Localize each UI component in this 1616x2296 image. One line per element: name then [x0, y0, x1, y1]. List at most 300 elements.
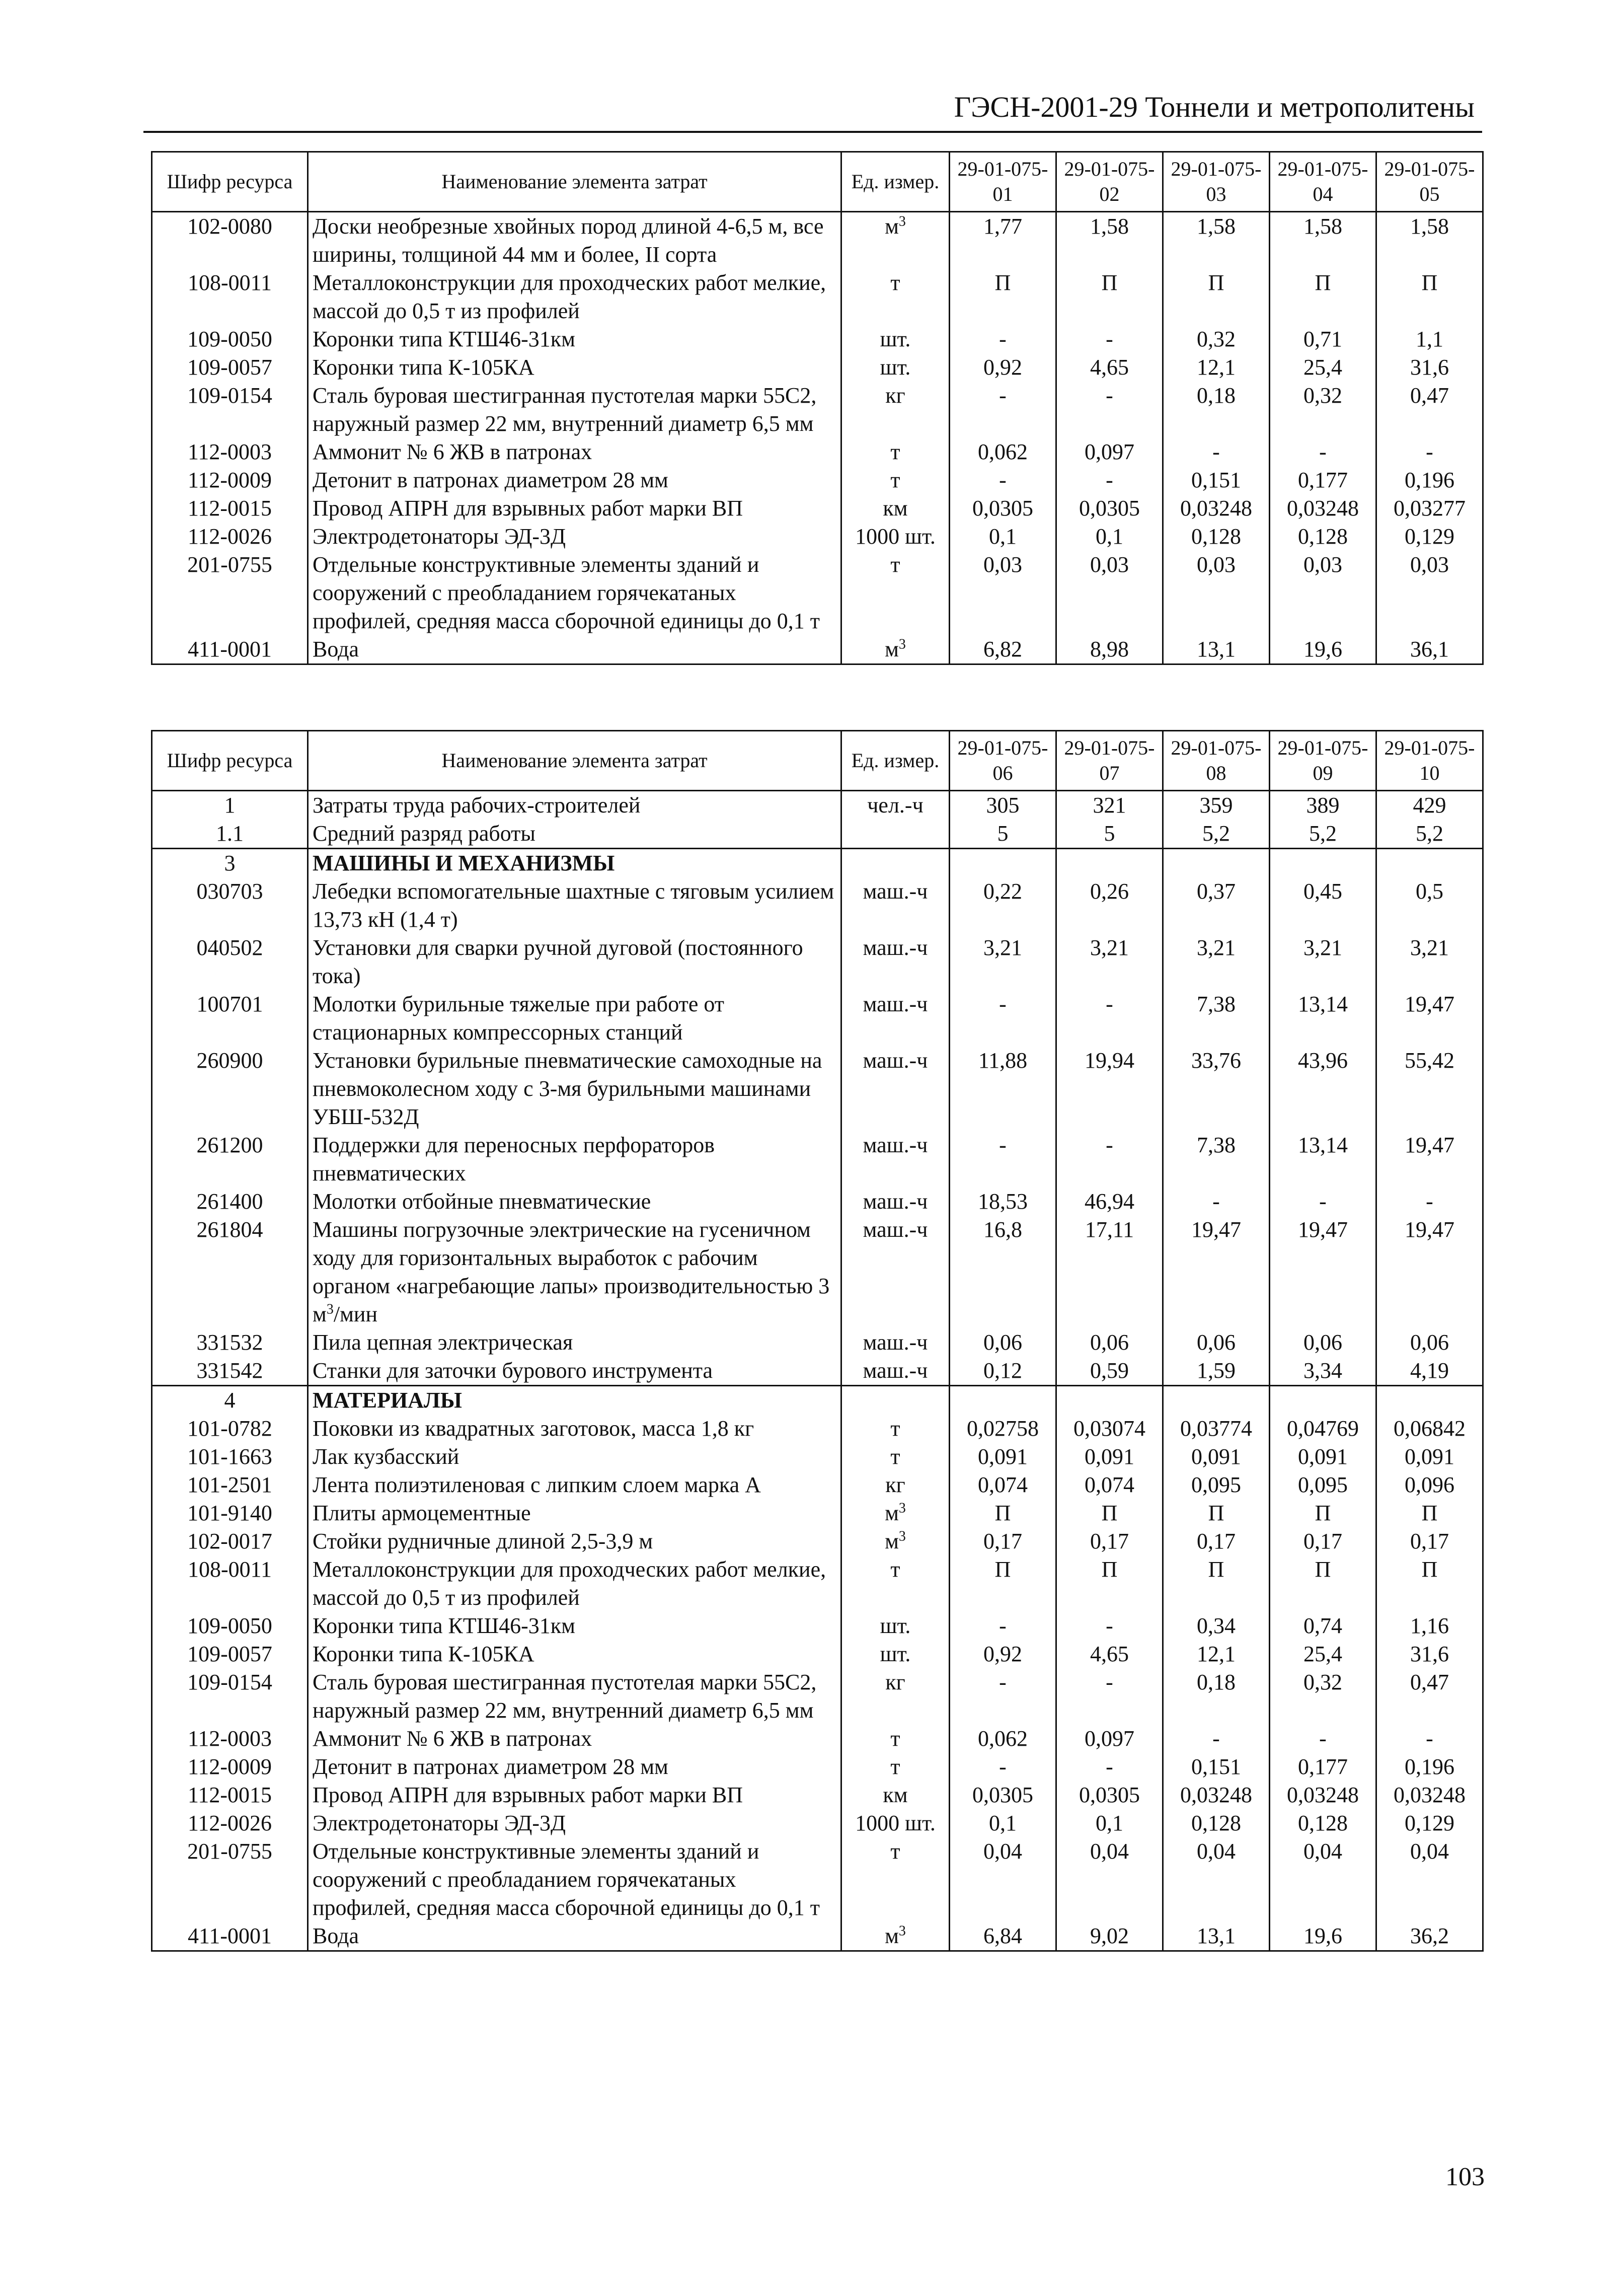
table-row — [152, 1809, 1483, 1837]
norm-value-cell: 3,21 — [1056, 934, 1163, 990]
norm-value-cell: 0,1 — [950, 523, 1056, 551]
norm-value-cell: 0,34 — [1163, 1612, 1270, 1640]
norm-value-cell: 3,21 — [1270, 934, 1376, 990]
norm-value-cell: 0,06 — [1270, 1328, 1376, 1357]
norm-value-cell — [950, 1386, 1056, 1415]
unit-cell: $м^3$ — [841, 1499, 950, 1527]
resource-code-cell: 030703 — [152, 877, 308, 934]
unit-cell: кг — [841, 1471, 950, 1499]
table-header-row — [152, 731, 1483, 791]
norm-value-cell: 11,88 — [950, 1047, 1056, 1131]
resource-code-cell: 101-9140 — [152, 1499, 308, 1527]
table-row — [152, 1640, 1483, 1668]
norm-value-cell: - — [1056, 382, 1163, 438]
norm-value-cell: 33,76 — [1163, 1047, 1270, 1131]
table-row — [152, 1612, 1483, 1640]
resource-name-cell: Коронки типа К-105КА — [308, 353, 841, 382]
norm-value-cell: 0,04769 — [1270, 1415, 1376, 1443]
norm-value-cell: 0,03 — [1056, 551, 1163, 635]
norm-value-cell: 0,0305 — [950, 1781, 1056, 1809]
resource-code-cell: 101-1663 — [152, 1443, 308, 1471]
norm-value-cell: 19,47 — [1163, 1216, 1270, 1328]
norm-value-cell: 389 — [1270, 791, 1376, 820]
table-row — [152, 1753, 1483, 1781]
resource-code-cell: 112-0015 — [152, 1781, 308, 1809]
unit-cell: 1000 шт. — [841, 1809, 950, 1837]
unit-cell: шт. — [841, 1612, 950, 1640]
resource-code-cell: 4 — [152, 1386, 308, 1415]
norm-value-cell: 6,82 — [950, 635, 1056, 664]
norm-value-cell: 305 — [950, 791, 1056, 820]
norm-value-cell — [950, 849, 1056, 878]
resource-name-cell: Вода — [308, 635, 841, 664]
resource-name-cell: Стойки рудничные длиной 2,5-3,9 м — [308, 1527, 841, 1556]
resource-code-cell: 101-2501 — [152, 1471, 308, 1499]
table-row — [152, 1328, 1483, 1357]
norm-value-cell: 359 — [1163, 791, 1270, 820]
unit-cell: т — [841, 1725, 950, 1753]
table-row — [152, 1443, 1483, 1471]
norm-value-cell: 18,53 — [950, 1188, 1056, 1216]
resource-code-cell: 260900 — [152, 1047, 308, 1131]
document-header-title: ГЭСН-2001-29 Тоннели и метрополитены — [954, 91, 1475, 123]
norm-value-cell: - — [1056, 1668, 1163, 1725]
unit-cell: $м^3$ — [841, 1527, 950, 1556]
resource-table-1 — [151, 151, 1484, 665]
resource-code-cell: 108-0011 — [152, 269, 308, 325]
unit-cell: маш.-ч — [841, 1357, 950, 1386]
norm-value-cell: П — [1376, 1556, 1483, 1612]
norm-value-cell: 0,128 — [1270, 1809, 1376, 1837]
unit-cell: т — [841, 1837, 950, 1922]
resource-code-cell: 3 — [152, 849, 308, 878]
norm-value-cell: 4,65 — [1056, 353, 1163, 382]
unit-cell: шт. — [841, 325, 950, 353]
norm-value-cell: 0,18 — [1163, 1668, 1270, 1725]
norm-value-cell: 0,17 — [1163, 1527, 1270, 1556]
unit-cell: кг — [841, 382, 950, 438]
norm-value-cell — [1163, 1386, 1270, 1415]
unit-cell: маш.-ч — [841, 1047, 950, 1131]
table-row — [152, 269, 1483, 325]
norm-value-cell — [1163, 849, 1270, 878]
norm-value-cell: 0,03 — [1376, 551, 1483, 635]
norm-value-cell: П — [950, 269, 1056, 325]
norm-value-cell: - — [950, 990, 1056, 1047]
column-header-code: Шифр ресурса — [152, 152, 308, 212]
unit-cell: т — [841, 1415, 950, 1443]
norm-value-cell: - — [1270, 1725, 1376, 1753]
norm-value-cell: 55,42 — [1376, 1047, 1483, 1131]
resource-code-cell: 109-0057 — [152, 1640, 308, 1668]
norm-value-cell: 0,18 — [1163, 382, 1270, 438]
column-header-norm-2: 29-01-075-07 — [1056, 731, 1163, 791]
norm-value-cell: 0,47 — [1376, 1668, 1483, 1725]
resource-name-cell: Детонит в патронах диаметром 28 мм — [308, 1753, 841, 1781]
resource-code-cell: 112-0003 — [152, 1725, 308, 1753]
resource-code-cell: 112-0003 — [152, 438, 308, 466]
norm-value-cell: 31,6 — [1376, 353, 1483, 382]
table-row — [152, 934, 1483, 990]
unit-cell: маш.-ч — [841, 1328, 950, 1357]
resource-name-cell: Детонит в патронах диаметром 28 мм — [308, 466, 841, 494]
norm-value-cell: 0,03 — [950, 551, 1056, 635]
norm-value-cell: 25,4 — [1270, 1640, 1376, 1668]
resource-name-cell: Отдельные конструктивные элементы зданий и сооружений с преобладанием горячекатаных профилей, средняя масса сборочной единицы до 0,1 т — [308, 1837, 841, 1922]
unit-cell: маш.-ч — [841, 1188, 950, 1216]
column-header-norm-1: 29-01-075-06 — [950, 731, 1056, 791]
resource-name-cell: Установки для сварки ручной дуговой (постоянного тока) — [308, 934, 841, 990]
table-row — [152, 1357, 1483, 1386]
table-row — [152, 990, 1483, 1047]
norm-value-cell: П — [1163, 269, 1270, 325]
resource-name-cell: Установки бурильные пневматические самоходные на пневмоколесном ходу с 3-мя бурильными машинами УБШ-532Д — [308, 1047, 841, 1131]
unit-cell: шт. — [841, 1640, 950, 1668]
norm-value-cell: 19,94 — [1056, 1047, 1163, 1131]
norm-value-cell: 0,091 — [1376, 1443, 1483, 1471]
norm-value-cell: - — [1163, 1725, 1270, 1753]
norm-value-cell: 0,5 — [1376, 877, 1483, 934]
norm-value-cell: 321 — [1056, 791, 1163, 820]
norm-value-cell: 0,177 — [1270, 466, 1376, 494]
norm-value-cell: П — [1163, 1499, 1270, 1527]
norm-value-cell: П — [1056, 1499, 1163, 1527]
norm-value-cell: - — [1376, 438, 1483, 466]
norm-value-cell — [1056, 1386, 1163, 1415]
resource-code-cell: 108-0011 — [152, 1556, 308, 1612]
table-row — [152, 1781, 1483, 1809]
resource-name-cell: Лента полиэтиленовая с липким слоем марка А — [308, 1471, 841, 1499]
table-row — [152, 353, 1483, 382]
header-divider — [143, 131, 1482, 133]
norm-value-cell: 36,2 — [1376, 1922, 1483, 1951]
norm-value-cell: 0,1 — [1056, 1809, 1163, 1837]
norm-value-cell: 0,04 — [1056, 1837, 1163, 1922]
norm-value-cell: - — [950, 1668, 1056, 1725]
resource-name-cell: Сталь буровая шестигранная пустотелая марки 55С2, наружный размер 22 мм, внутренний диаметр 6,5 мм — [308, 382, 841, 438]
norm-value-cell: 0,095 — [1163, 1471, 1270, 1499]
norm-value-cell: 1,1 — [1376, 325, 1483, 353]
table-row — [152, 1047, 1483, 1131]
unit-cell: т — [841, 466, 950, 494]
table-body — [152, 212, 1483, 664]
resource-code-cell: 261804 — [152, 1216, 308, 1328]
norm-value-cell: 0,92 — [950, 1640, 1056, 1668]
table-row — [152, 1471, 1483, 1499]
table-row — [152, 494, 1483, 523]
column-header-unit: Ед. измер. — [841, 152, 950, 212]
resource-name-cell: Лак кузбасский — [308, 1443, 841, 1471]
norm-value-cell: 31,6 — [1376, 1640, 1483, 1668]
table-row — [152, 1415, 1483, 1443]
resource-name-cell: Аммонит № 6 ЖВ в патронах — [308, 1725, 841, 1753]
resource-name-cell: МАТЕРИАЛЫ — [308, 1386, 841, 1415]
table-row — [152, 1188, 1483, 1216]
norm-value-cell: 0,151 — [1163, 1753, 1270, 1781]
unit-cell: км — [841, 1781, 950, 1809]
norm-value-cell: 0,062 — [950, 438, 1056, 466]
norm-value-cell: 0,06842 — [1376, 1415, 1483, 1443]
column-header-norm-4: 29-01-075-04 — [1270, 152, 1376, 212]
resource-code-cell: 331532 — [152, 1328, 308, 1357]
resource-code-cell: 109-0154 — [152, 1668, 308, 1725]
norm-value-cell: П — [1270, 1499, 1376, 1527]
table-row — [152, 212, 1483, 269]
column-header-norm-5: 29-01-075-10 — [1376, 731, 1483, 791]
norm-value-cell: 4,65 — [1056, 1640, 1163, 1668]
norm-value-cell: 16,8 — [950, 1216, 1056, 1328]
resource-code-cell: 261400 — [152, 1188, 308, 1216]
norm-value-cell: 0,091 — [1270, 1443, 1376, 1471]
norm-value-cell: 19,47 — [1376, 990, 1483, 1047]
resource-name-cell: Электродетонаторы ЭД-3Д — [308, 1809, 841, 1837]
norm-value-cell: 0,128 — [1270, 523, 1376, 551]
resource-name-cell: Коронки типа КТШ46-31км — [308, 325, 841, 353]
norm-value-cell: 0,074 — [950, 1471, 1056, 1499]
unit-cell: $м^3$ — [841, 635, 950, 664]
norm-value-cell: 3,21 — [1163, 934, 1270, 990]
norm-value-cell: 5,2 — [1270, 820, 1376, 849]
norm-value-cell: - — [1376, 1188, 1483, 1216]
table-row — [152, 1725, 1483, 1753]
norm-value-cell — [1270, 1386, 1376, 1415]
norm-value-cell: 0,128 — [1163, 1809, 1270, 1837]
unit-cell: км — [841, 494, 950, 523]
resource-code-cell: 411-0001 — [152, 1922, 308, 1951]
resource-code-cell: 411-0001 — [152, 635, 308, 664]
norm-value-cell: 0,03277 — [1376, 494, 1483, 523]
resource-code-cell: 1.1 — [152, 820, 308, 849]
norm-value-cell: 5,2 — [1163, 820, 1270, 849]
column-header-norm-2: 29-01-075-02 — [1056, 152, 1163, 212]
norm-value-cell: 0,06 — [1056, 1328, 1163, 1357]
unit-cell: маш.-ч — [841, 1216, 950, 1328]
resource-name-cell: Электродетонаторы ЭД-3Д — [308, 523, 841, 551]
resource-name-cell: Средний разряд работы — [308, 820, 841, 849]
norm-value-cell: 0,06 — [950, 1328, 1056, 1357]
norm-value-cell: 0,095 — [1270, 1471, 1376, 1499]
norm-value-cell: 13,1 — [1163, 635, 1270, 664]
norm-value-cell: 0,03248 — [1163, 1781, 1270, 1809]
norm-value-cell — [1270, 849, 1376, 878]
resource-name-cell: Поковки из квадратных заготовок, масса 1,8 кг — [308, 1415, 841, 1443]
resource-name-cell: Коронки типа КТШ46-31км — [308, 1612, 841, 1640]
norm-value-cell: - — [950, 466, 1056, 494]
norm-value-cell: 19,47 — [1376, 1216, 1483, 1328]
norm-value-cell: 0,12 — [950, 1357, 1056, 1386]
norm-value-cell: 1,58 — [1056, 212, 1163, 269]
table-row — [152, 1556, 1483, 1612]
resource-code-cell: 112-0009 — [152, 1753, 308, 1781]
norm-value-cell: 0,1 — [1056, 523, 1163, 551]
unit-cell — [841, 820, 950, 849]
norm-value-cell: 13,14 — [1270, 1131, 1376, 1188]
norm-value-cell: - — [1056, 1131, 1163, 1188]
norm-value-cell: 0,17 — [1376, 1527, 1483, 1556]
table-row — [152, 438, 1483, 466]
norm-value-cell: 0,17 — [950, 1527, 1056, 1556]
norm-value-cell: 19,47 — [1270, 1216, 1376, 1328]
resource-code-cell: 261200 — [152, 1131, 308, 1188]
norm-value-cell: 0,1 — [950, 1809, 1056, 1837]
norm-value-cell: 13,1 — [1163, 1922, 1270, 1951]
norm-value-cell: 0,03248 — [1270, 1781, 1376, 1809]
resource-name-cell: Металлоконструкции для проходческих работ мелкие, массой до 0,5 т из профилей — [308, 1556, 841, 1612]
table-row — [152, 1131, 1483, 1188]
table-row — [152, 1499, 1483, 1527]
resource-code-cell: 112-0015 — [152, 494, 308, 523]
table-row — [152, 1668, 1483, 1725]
norm-value-cell: 1,77 — [950, 212, 1056, 269]
norm-value-cell: П — [1270, 269, 1376, 325]
norm-value-cell: 1,16 — [1376, 1612, 1483, 1640]
norm-value-cell: 0,71 — [1270, 325, 1376, 353]
norm-value-cell: 0,04 — [950, 1837, 1056, 1922]
norm-value-cell: П — [1056, 269, 1163, 325]
norm-value-cell: 7,38 — [1163, 1131, 1270, 1188]
norm-value-cell: 5 — [950, 820, 1056, 849]
resource-name-cell: Лебедки вспомогательные шахтные с тяговым усилием 13,73 кН (1,4 т) — [308, 877, 841, 934]
unit-cell: т — [841, 1753, 950, 1781]
resource-name-cell: Машины погрузочные электрические на гусеничном ходу для горизонтальных выработок с рабочим органом «нагребающие лапы» производительностью 3 $м^3$/мин — [308, 1216, 841, 1328]
table-row — [152, 791, 1483, 820]
column-header-norm-1: 29-01-075-01 — [950, 152, 1056, 212]
norm-value-cell — [1376, 849, 1483, 878]
resource-name-cell: Пила цепная электрическая — [308, 1328, 841, 1357]
norm-value-cell: - — [950, 1612, 1056, 1640]
resource-name-cell: Молотки отбойные пневматические — [308, 1188, 841, 1216]
norm-value-cell: 0,04 — [1376, 1837, 1483, 1922]
norm-value-cell: 0,097 — [1056, 1725, 1163, 1753]
norm-value-cell: П — [950, 1499, 1056, 1527]
unit-cell: маш.-ч — [841, 934, 950, 990]
norm-value-cell: 0,03248 — [1270, 494, 1376, 523]
norm-value-cell: - — [1376, 1725, 1483, 1753]
norm-value-cell: - — [1163, 438, 1270, 466]
norm-value-cell: 8,98 — [1056, 635, 1163, 664]
norm-value-cell: 0,196 — [1376, 466, 1483, 494]
page-number: 103 — [1445, 2163, 1485, 2191]
norm-value-cell: - — [1056, 990, 1163, 1047]
column-header-norm-3: 29-01-075-08 — [1163, 731, 1270, 791]
norm-value-cell: 0,59 — [1056, 1357, 1163, 1386]
norm-value-cell: 0,04 — [1163, 1837, 1270, 1922]
resource-code-cell: 109-0050 — [152, 325, 308, 353]
resource-name-cell: Затраты труда рабочих-строителей — [308, 791, 841, 820]
resource-name-cell: Металлоконструкции для проходческих работ мелкие, массой до 0,5 т из профилей — [308, 269, 841, 325]
norm-value-cell: 0,22 — [950, 877, 1056, 934]
norm-value-cell: П — [1056, 1556, 1163, 1612]
norm-value-cell: 0,0305 — [1056, 494, 1163, 523]
table-row — [152, 1216, 1483, 1328]
column-header-norm-5: 29-01-075-05 — [1376, 152, 1483, 212]
unit-cell: т — [841, 1556, 950, 1612]
norm-value-cell: 12,1 — [1163, 1640, 1270, 1668]
norm-value-cell: 3,34 — [1270, 1357, 1376, 1386]
resource-code-cell: 201-0755 — [152, 551, 308, 635]
norm-value-cell — [1376, 1386, 1483, 1415]
norm-value-cell: 0,03074 — [1056, 1415, 1163, 1443]
norm-value-cell: 19,47 — [1376, 1131, 1483, 1188]
column-header-norm-3: 29-01-075-03 — [1163, 152, 1270, 212]
norm-value-cell: 0,091 — [1056, 1443, 1163, 1471]
norm-value-cell: - — [1056, 1612, 1163, 1640]
section-row — [152, 1386, 1483, 1415]
resource-name-cell: Аммонит № 6 ЖВ в патронах — [308, 438, 841, 466]
norm-value-cell: - — [1056, 325, 1163, 353]
unit-cell: $м^3$ — [841, 1922, 950, 1951]
norm-value-cell: 0,45 — [1270, 877, 1376, 934]
norm-value-cell: 0,03 — [1163, 551, 1270, 635]
norm-value-cell: 0,03774 — [1163, 1415, 1270, 1443]
norm-value-cell: 6,84 — [950, 1922, 1056, 1951]
column-header-norm-4: 29-01-075-09 — [1270, 731, 1376, 791]
resource-code-cell: 112-0026 — [152, 1809, 308, 1837]
norm-value-cell: 5 — [1056, 820, 1163, 849]
resource-code-cell: 1 — [152, 791, 308, 820]
norm-value-cell: 0,92 — [950, 353, 1056, 382]
column-header-name: Наименование элемента затрат — [308, 152, 841, 212]
resource-name-cell: Сталь буровая шестигранная пустотелая марки 55С2, наружный размер 22 мм, внутренний диаметр 6,5 мм — [308, 1668, 841, 1725]
norm-value-cell: 0,062 — [950, 1725, 1056, 1753]
resource-code-cell: 101-0782 — [152, 1415, 308, 1443]
column-header-unit: Ед. измер. — [841, 731, 950, 791]
norm-value-cell: 9,02 — [1056, 1922, 1163, 1951]
norm-value-cell: 17,11 — [1056, 1216, 1163, 1328]
unit-cell: т — [841, 1443, 950, 1471]
norm-value-cell: 19,6 — [1270, 635, 1376, 664]
table-row — [152, 820, 1483, 849]
norm-value-cell: 0,151 — [1163, 466, 1270, 494]
norm-value-cell: 0,128 — [1163, 523, 1270, 551]
resource-name-cell: Провод АПРН для взрывных работ марки ВП — [308, 1781, 841, 1809]
norm-value-cell: 43,96 — [1270, 1047, 1376, 1131]
table-header-row — [152, 152, 1483, 212]
norm-value-cell: - — [950, 1131, 1056, 1188]
unit-cell: т — [841, 551, 950, 635]
norm-value-cell: 0,091 — [950, 1443, 1056, 1471]
table-body — [152, 791, 1483, 1951]
norm-value-cell: - — [1056, 1753, 1163, 1781]
resource-code-cell: 102-0017 — [152, 1527, 308, 1556]
norm-value-cell: П — [950, 1556, 1056, 1612]
norm-value-cell: 13,14 — [1270, 990, 1376, 1047]
table-row — [152, 635, 1483, 664]
unit-cell: т — [841, 269, 950, 325]
norm-value-cell: 3,21 — [1376, 934, 1483, 990]
norm-value-cell — [1056, 849, 1163, 878]
resource-name-cell: Молотки бурильные тяжелые при работе от стационарных компрессорных станций — [308, 990, 841, 1047]
table-row — [152, 1527, 1483, 1556]
table-row — [152, 466, 1483, 494]
resource-code-cell: 040502 — [152, 934, 308, 990]
norm-value-cell: 5,2 — [1376, 820, 1483, 849]
norm-value-cell: 0,26 — [1056, 877, 1163, 934]
resource-code-cell: 109-0050 — [152, 1612, 308, 1640]
resource-name-cell: Поддержки для переносных перфораторов пневматических — [308, 1131, 841, 1188]
resource-table-2 — [151, 730, 1484, 1952]
resource-code-cell: 112-0026 — [152, 523, 308, 551]
unit-cell — [841, 849, 950, 878]
norm-value-cell: 0,097 — [1056, 438, 1163, 466]
unit-cell: маш.-ч — [841, 990, 950, 1047]
resource-code-cell: 112-0009 — [152, 466, 308, 494]
norm-value-cell: 0,0305 — [1056, 1781, 1163, 1809]
unit-cell: чел.-ч — [841, 791, 950, 820]
unit-cell: маш.-ч — [841, 877, 950, 934]
norm-value-cell: 0,03248 — [1163, 494, 1270, 523]
resource-name-cell: МАШИНЫ И МЕХАНИЗМЫ — [308, 849, 841, 878]
